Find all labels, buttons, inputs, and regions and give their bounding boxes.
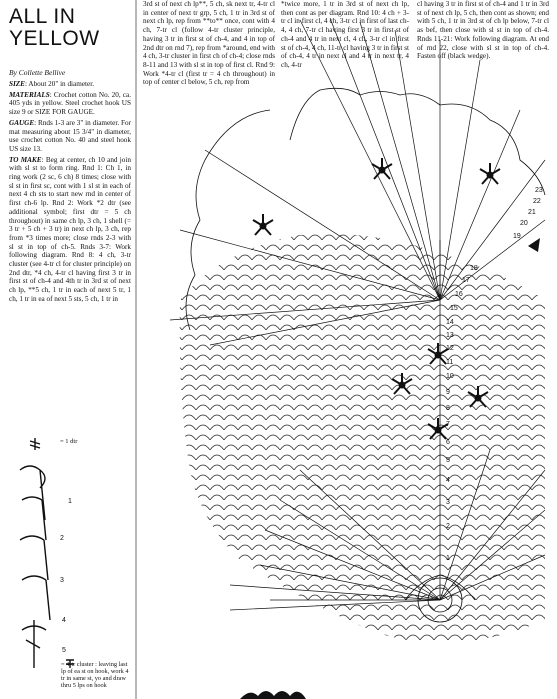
step-number: 5: [62, 647, 66, 654]
round-number: 15: [450, 305, 458, 312]
round-number: 8: [446, 405, 450, 412]
instructions-column-3: *twice more, 1 tr in 3rd st of next ch lp, then cont as per diagram. Rnd 10: 4 ch + 3-tr cl in first cl, 4 ch, 3-tr cl in first of last ch-4, 4 ch, 7-tr cl having first 3 tr in first st of ch-4 and 4 tr in next cl, 4 ch, 3-tr cl in first st of ch-4, 4 ch, 11-tr cl having 3 tr in first st of ch-4, 4 tr in next cl and 4 tr in next tr, 4 ch, 4-tr: [281, 0, 409, 69]
step-number: 3: [60, 577, 64, 584]
round-number: 4: [446, 477, 450, 484]
mesh-net: [180, 234, 545, 643]
title-line-2: YELLOW: [9, 27, 100, 50]
round-number: 3: [446, 499, 450, 506]
round-number: 7: [446, 421, 450, 428]
round-number: 5: [446, 457, 450, 464]
round-number: 13: [446, 332, 454, 339]
round-number: 19: [513, 233, 521, 240]
round-number: 6: [446, 439, 450, 446]
to-make-paragraph: TO MAKE: Beg at center, ch 10 and join with sl st to form ring. Rnd 1: Ch 1, in ring work (2 sc, 6 ch) 8 times; close with sl st in first sc, cont with 1 sl st in each of next 4 ch sts to start new rnd in center of first ch-6 lp. Rnd 2: Work *2 dtr (see additional symbol; first dtr = 5 ch throughout) in same ch lp, 3 ch, 1 shell (= 3 tr + 5 ch + 3 tr) in next ch lp, 3 ch, rep from *3 times more; close rnds 2-3 with sl st in top of ch-5. Rnds 3-7: Work following diagram. Rnd 8: 4 ch, 3-tr cluster (see 4-tr cl for cluster principle) on 2nd dtr, *4 ch, 4-tr cl having first 3 tr in first st of ch-4 and 4th tr in 3rd st of next ch lp, **5 ch, 1 tr in each of next 5 tr, 1 ch, 1 tr in ea of next 5 sts, 5 ch, 1 tr in: [9, 155, 131, 303]
instructions-column-4: cl having 3 tr in first st of ch-4 and 1 tr in 3rd st of next ch lp, 5 ch, then cont as shown; end with 5 ch, 1 tr in 3rd st of ch lp below, 7-tr cl as bef, then close with sl st in top of ch-4. Rnds 11-21: Work following diagram. At end of rnd 22, close with sl st in top of ch-4. Fasten off (black wedge).: [417, 0, 549, 61]
round-number: 17: [462, 277, 470, 284]
round-number: 22: [533, 198, 541, 205]
round-number: 21: [528, 209, 536, 216]
round-number: 23: [535, 187, 543, 194]
materials-paragraph: MATERIALS: Crochet cotton No. 20, ca. 405 yds in yellow. Steel crochet hook US size 9 or SIZE FOR GAUGE.: [9, 90, 131, 117]
round-number: 9: [446, 389, 450, 396]
round-number: 20: [520, 220, 528, 227]
round-number: 16: [455, 291, 463, 298]
stitch-legend: [20, 438, 74, 668]
round-number: 12: [446, 345, 454, 352]
dtr-symbol: [30, 438, 40, 450]
cluster-legend-label: = 4-tr cluster : leaving last lp of ea st on hook, work 4 tr in same st, yo and draw thru 5 lps on hook: [61, 661, 129, 689]
dtr-legend-label: = 1 dtr: [60, 438, 78, 445]
bottom-border-ornament: [240, 691, 306, 699]
step-numbers: [60, 498, 72, 654]
round-number: 14: [446, 319, 454, 326]
fasten-off-wedge: [528, 238, 540, 252]
step-number: 1: [68, 498, 72, 505]
size-paragraph: SIZE: About 20" in diameter.: [9, 80, 94, 88]
instructions-column-2: 3rd st of next ch lp**, 5 ch, sk next tr, 4-tr cl in center of next tr grp, 5 ch, 1 tr in 3rd st of next ch lp, rep from **to** once, cont with 4 ch, 7-tr cl (follow 4-tr cluster principle, having 3 tr in first st of ch-4, and 4 in top of 2nd dtr on rnd 7), rep from *around, end with 4 ch, 3-tr cluster in first ch of ch-4; close rnds 8-11 and 13 with sl st in top of first cl. Rnd 9: Work *4-tr cl (first tr = 4 ch throughout) in top of center cl below, 5 ch, rep from: [143, 0, 275, 87]
title-line-1: ALL IN: [9, 5, 76, 28]
step-number: 2: [60, 535, 64, 542]
round-number: 2: [446, 523, 450, 530]
round-number: 10: [446, 373, 454, 380]
byline: By Collette Bellive: [9, 68, 66, 77]
round-number: 1: [446, 555, 450, 562]
step-number: 4: [62, 617, 66, 624]
gauge-paragraph: GAUGE: Rnds 1-3 are 3" in diameter. For mat measuring about 15 3/4" in diameter, use crochet cotton No. 40 and steel hook US size 13.: [9, 118, 131, 153]
round-number: 18: [470, 265, 478, 272]
round-number: 11: [446, 359, 454, 366]
